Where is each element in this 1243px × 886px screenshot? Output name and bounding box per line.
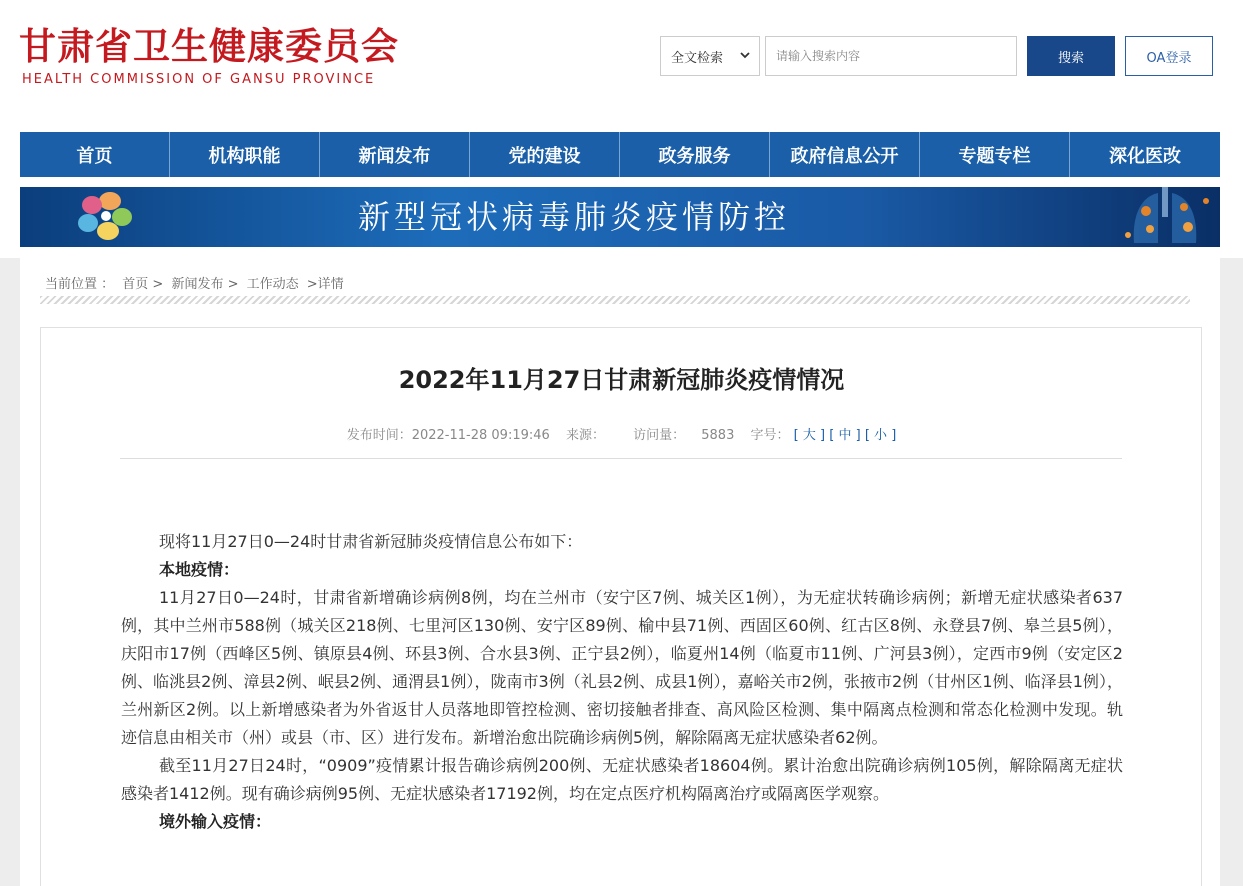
breadcrumb-label: 当前位置 ：	[45, 277, 115, 292]
font-size-label: 字号：	[750, 428, 790, 443]
site-logo-title[interactable]: 甘肃省卫生健康委员会	[19, 24, 399, 68]
breadcrumb	[45, 273, 348, 292]
divider-stripe	[40, 296, 1190, 304]
chevron-down-icon	[739, 49, 751, 61]
banner-title: 新型冠状病毒肺炎疫情防控	[358, 198, 791, 236]
search-scope-select[interactable]	[660, 36, 760, 76]
publish-time: 发布时间：2022-11-28 09:19:46	[346, 428, 550, 443]
breadcrumb-current: >详情	[306, 277, 344, 292]
article-title: 2022年11月27日甘肃新冠肺炎疫情情况	[398, 366, 845, 394]
section-heading-local: 本地疫情：	[159, 560, 240, 579]
font-size-medium-button[interactable]: 中	[838, 428, 852, 443]
clover-logo-icon	[60, 187, 140, 247]
search-button[interactable]: 搜索	[1027, 36, 1115, 76]
article-body	[121, 528, 1123, 836]
font-size-small-button[interactable]: 小	[874, 428, 888, 443]
nav-item-reform[interactable]: 深化医改	[1109, 145, 1181, 167]
breadcrumb-news[interactable]: 新闻发布 >	[171, 277, 239, 292]
covid-banner[interactable]	[20, 187, 1220, 247]
article-meta: 发布时间：2022-11-28 09:19:46 来源： 访问量： 5883 字号： [ 大 ] [ 中 ] [ 小 ]	[346, 428, 897, 443]
article-paragraph: 截至11月27日24时，“0909”疫情累计报告确诊病例200例、无症状感染者18604例。累计治愈出院确诊病例105例，解除隔离无症状感染者1412例。现有确诊病例95例、无症状感染者17192例，均在定点医疗机构隔离治疗或隔离医学观察。	[121, 756, 1123, 803]
nav-item-functions[interactable]: 机构职能	[170, 132, 320, 177]
views-label: 访问量：	[633, 428, 686, 443]
breadcrumb-home[interactable]: 首页 >	[122, 277, 164, 292]
search-scope-value: 全文检索	[671, 50, 724, 66]
site-logo-subtitle: HEALTH COMMISSION OF GANSU PROVINCE	[22, 72, 376, 87]
source-label: 来源：	[565, 428, 605, 443]
font-size-large-button[interactable]: 大	[802, 428, 816, 443]
nav-item-disclosure[interactable]: 政府信息公开	[770, 132, 920, 177]
breadcrumb-work[interactable]: 工作动态	[246, 277, 299, 292]
article-paragraph: 现将11月27日0—24时甘肃省新冠肺炎疫情信息公布如下：	[159, 532, 583, 551]
search-input[interactable]	[765, 36, 1017, 76]
nav-item-home[interactable]: 首页	[20, 132, 170, 177]
oa-login-button[interactable]: OA登录	[1125, 36, 1213, 76]
nav-item-services[interactable]: 政务服务	[620, 132, 770, 177]
nav-item-party[interactable]: 党的建设	[470, 132, 620, 177]
lungs-icon	[1110, 187, 1220, 247]
nav-item-topics[interactable]: 专题专栏	[920, 132, 1070, 177]
section-heading-imported: 境外输入疫情：	[159, 812, 272, 831]
meta-divider	[120, 458, 1122, 459]
nav-item-news[interactable]: 新闻发布	[320, 132, 470, 177]
views-count: 5883	[701, 428, 735, 443]
article-paragraph: 11月27日0—24时，甘肃省新增确诊病例8例，均在兰州市（安宁区7例、城关区1例），为无症状转确诊病例；新增无症状感染者637例，其中兰州市588例（城关区218例、七里河区130例、安宁区89例、榆中县71例、西固区60例、红古区8例、永登县7例、皋兰县5例），庆阳市17例（西峰区5例、镇原县4例、环县3例、合水县3例、正宁县2例），临夏州14例（临夏市11例、广河县3例），定西市9例（安定区2例、临洮县2例、漳县2例、岷县2例、通渭县1例），陇南市3例（礼县2例、成县1例），嘉峪关市2例，张掖市2例（甘州区1例、临泽县1例），兰州新区2例。以上新增感染者为外省返甘人员落地即管控检测、密切接触者排查、高风险区检测、集中隔离点检测和常态化检测中发现。轨迹信息由相关市（州）或县（市、区）进行发布。新增治愈出院确诊病例5例，解除隔离无症状感染者62例。	[121, 588, 1123, 747]
main-nav	[20, 132, 1220, 177]
